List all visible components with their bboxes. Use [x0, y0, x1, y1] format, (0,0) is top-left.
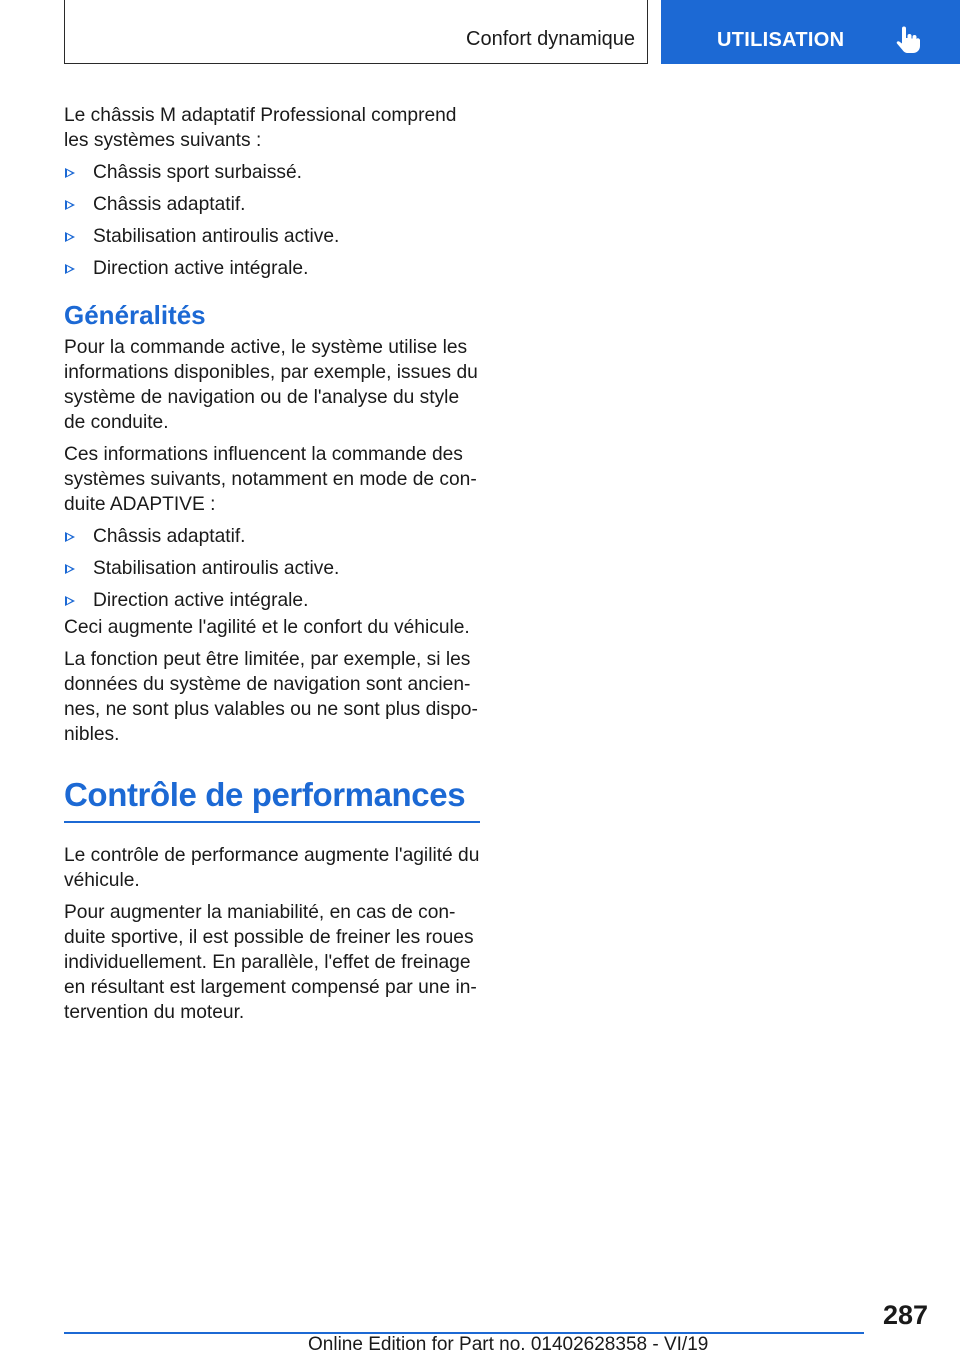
triangle-bullet-icon — [65, 232, 75, 242]
paragraph: La fonction peut être limitée, par exemple, si les données du système de navigation sont ancien‐ nes, ne sont plus valables ou ne sont plus dispo‐ nibles. — [64, 649, 478, 745]
section-title: Confort dynamique — [466, 28, 635, 50]
triangle-bullet-icon — [65, 168, 75, 178]
header-section-box — [64, 0, 648, 64]
list-item: Direction active intégrale. — [64, 588, 480, 613]
page-number: 287 — [882, 1300, 928, 1330]
hand-pointer-icon — [895, 26, 921, 54]
triangle-bullet-icon — [65, 564, 75, 574]
systems-list — [64, 524, 480, 613]
footer-edition-text: Online Edition for Part no. 01402628358 - VI/19 — [308, 1334, 709, 1355]
list-item: Stabilisation antiroulis active. — [64, 556, 480, 581]
intro-list — [64, 160, 480, 281]
paragraph: Ces informations influencent la commande des systèmes suivants, notamment en mode de con‐ duite ADAPTIVE : — [64, 444, 477, 515]
section-heading-generalites: Généralités — [64, 300, 206, 330]
paragraph: Le contrôle de performance augmente l'agilité du véhicule. — [64, 845, 480, 891]
content-column — [64, 103, 480, 1032]
chapter-tab-label: UTILISATION — [717, 29, 845, 51]
chapter-tab[interactable] — [661, 0, 960, 64]
list-item: Châssis adaptatif. — [64, 192, 480, 217]
list-item: Châssis sport surbaissé. — [64, 160, 480, 185]
list-item: Stabilisation antiroulis active. — [64, 224, 480, 249]
paragraph: Pour augmenter la maniabilité, en cas de con‐ duite sportive, il est possible de freiner les roues individuellement. En parallèle, l'effet de freinage en résultant est largement compensé par une in‐ tervention du moteur. — [64, 902, 477, 1023]
list-item: Direction active intégrale. — [64, 256, 480, 281]
paragraph: Ceci augmente l'agilité et le confort du véhicule. — [64, 617, 470, 638]
intro-paragraph: Le châssis M adaptatif Professional comprend les systèmes suivants : — [64, 105, 457, 151]
triangle-bullet-icon — [65, 264, 75, 274]
list-item: Châssis adaptatif. — [64, 524, 480, 549]
section-heading-controle: Contrôle de performances — [64, 776, 466, 813]
triangle-bullet-icon — [65, 532, 75, 542]
paragraph: Pour la commande active, le système utilise les informations disponibles, par exemple, issues du système de navigation ou de l'analyse du style de conduite. — [64, 337, 478, 433]
triangle-bullet-icon — [65, 596, 75, 606]
triangle-bullet-icon — [65, 200, 75, 210]
section-heading-rule — [64, 775, 480, 823]
